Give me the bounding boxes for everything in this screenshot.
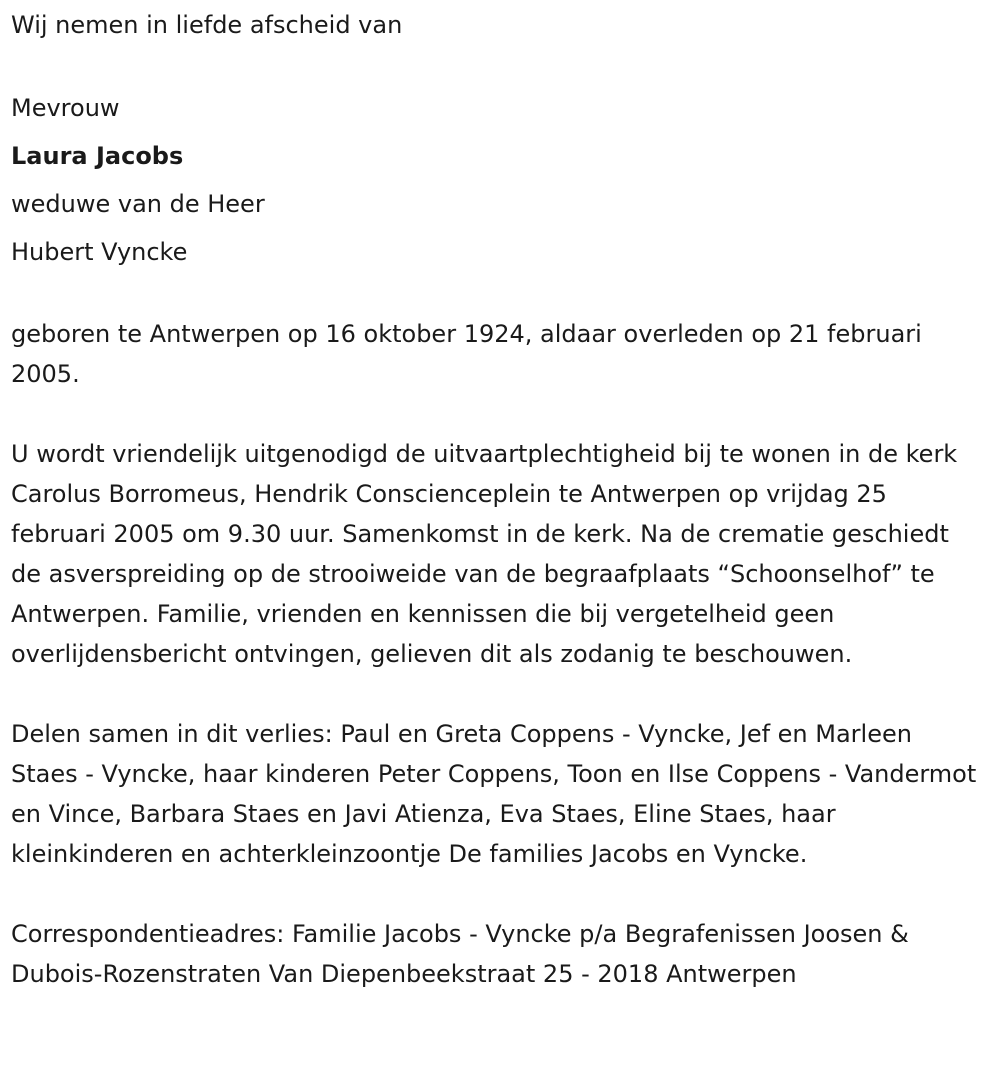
ceremony-paragraph: U wordt vriendelijk uitgenodigd de uitvaartplechtigheid bij te wonen in de kerk Carolus Borromeus, Hendrik Conscienceplein te Antwerpen op vrijdag 25 februari 2005 om 9.30 uur. Samenkomst in de kerk. Na de crematie geschiedt de asverspreiding op de strooiweide van de begraafplaats “Schoonselhof” te Antwerpen. Familie, vrienden en kennissen die bij vergetelheid geen overlijdensbericht ontvingen, gelieven dit als zodanig te beschouwen. [11, 440, 958, 668]
spacer [11, 276, 978, 314]
correspondence-paragraph: Correspondentieadres: Familie Jacobs - Vyncke p/a Begrafenissen Joosen & Dubois-Rozenstraten Van Diepenbeekstraat 25 - 2018 Antwerpen [11, 920, 909, 988]
title-prefix: Mevrouw [11, 94, 120, 122]
relation-text: weduwe van de Heer [11, 190, 265, 218]
intro-text: Wij nemen in liefde afscheid van [11, 11, 403, 39]
mourners-paragraph: Delen samen in dit verlies: Paul en Greta Coppens - Vyncke, Jef en Marleen Staes - Vyncke, haar kinderen Peter Coppens, Toon en Ilse Coppens - Vandermot en Vince, Barbara Staes en Javi Atienza, Eva Staes, Eline Staes, haar kleinkinderen en achterkleinzoontje De families Jacobs en Vyncke. [11, 720, 977, 868]
deceased-name: Laura Jacobs [11, 142, 184, 170]
spouse-name: Hubert Vyncke [11, 238, 188, 266]
birth-death-paragraph: geboren te Antwerpen op 16 oktober 1924, aldaar overleden op 21 februari 2005. [11, 320, 922, 388]
